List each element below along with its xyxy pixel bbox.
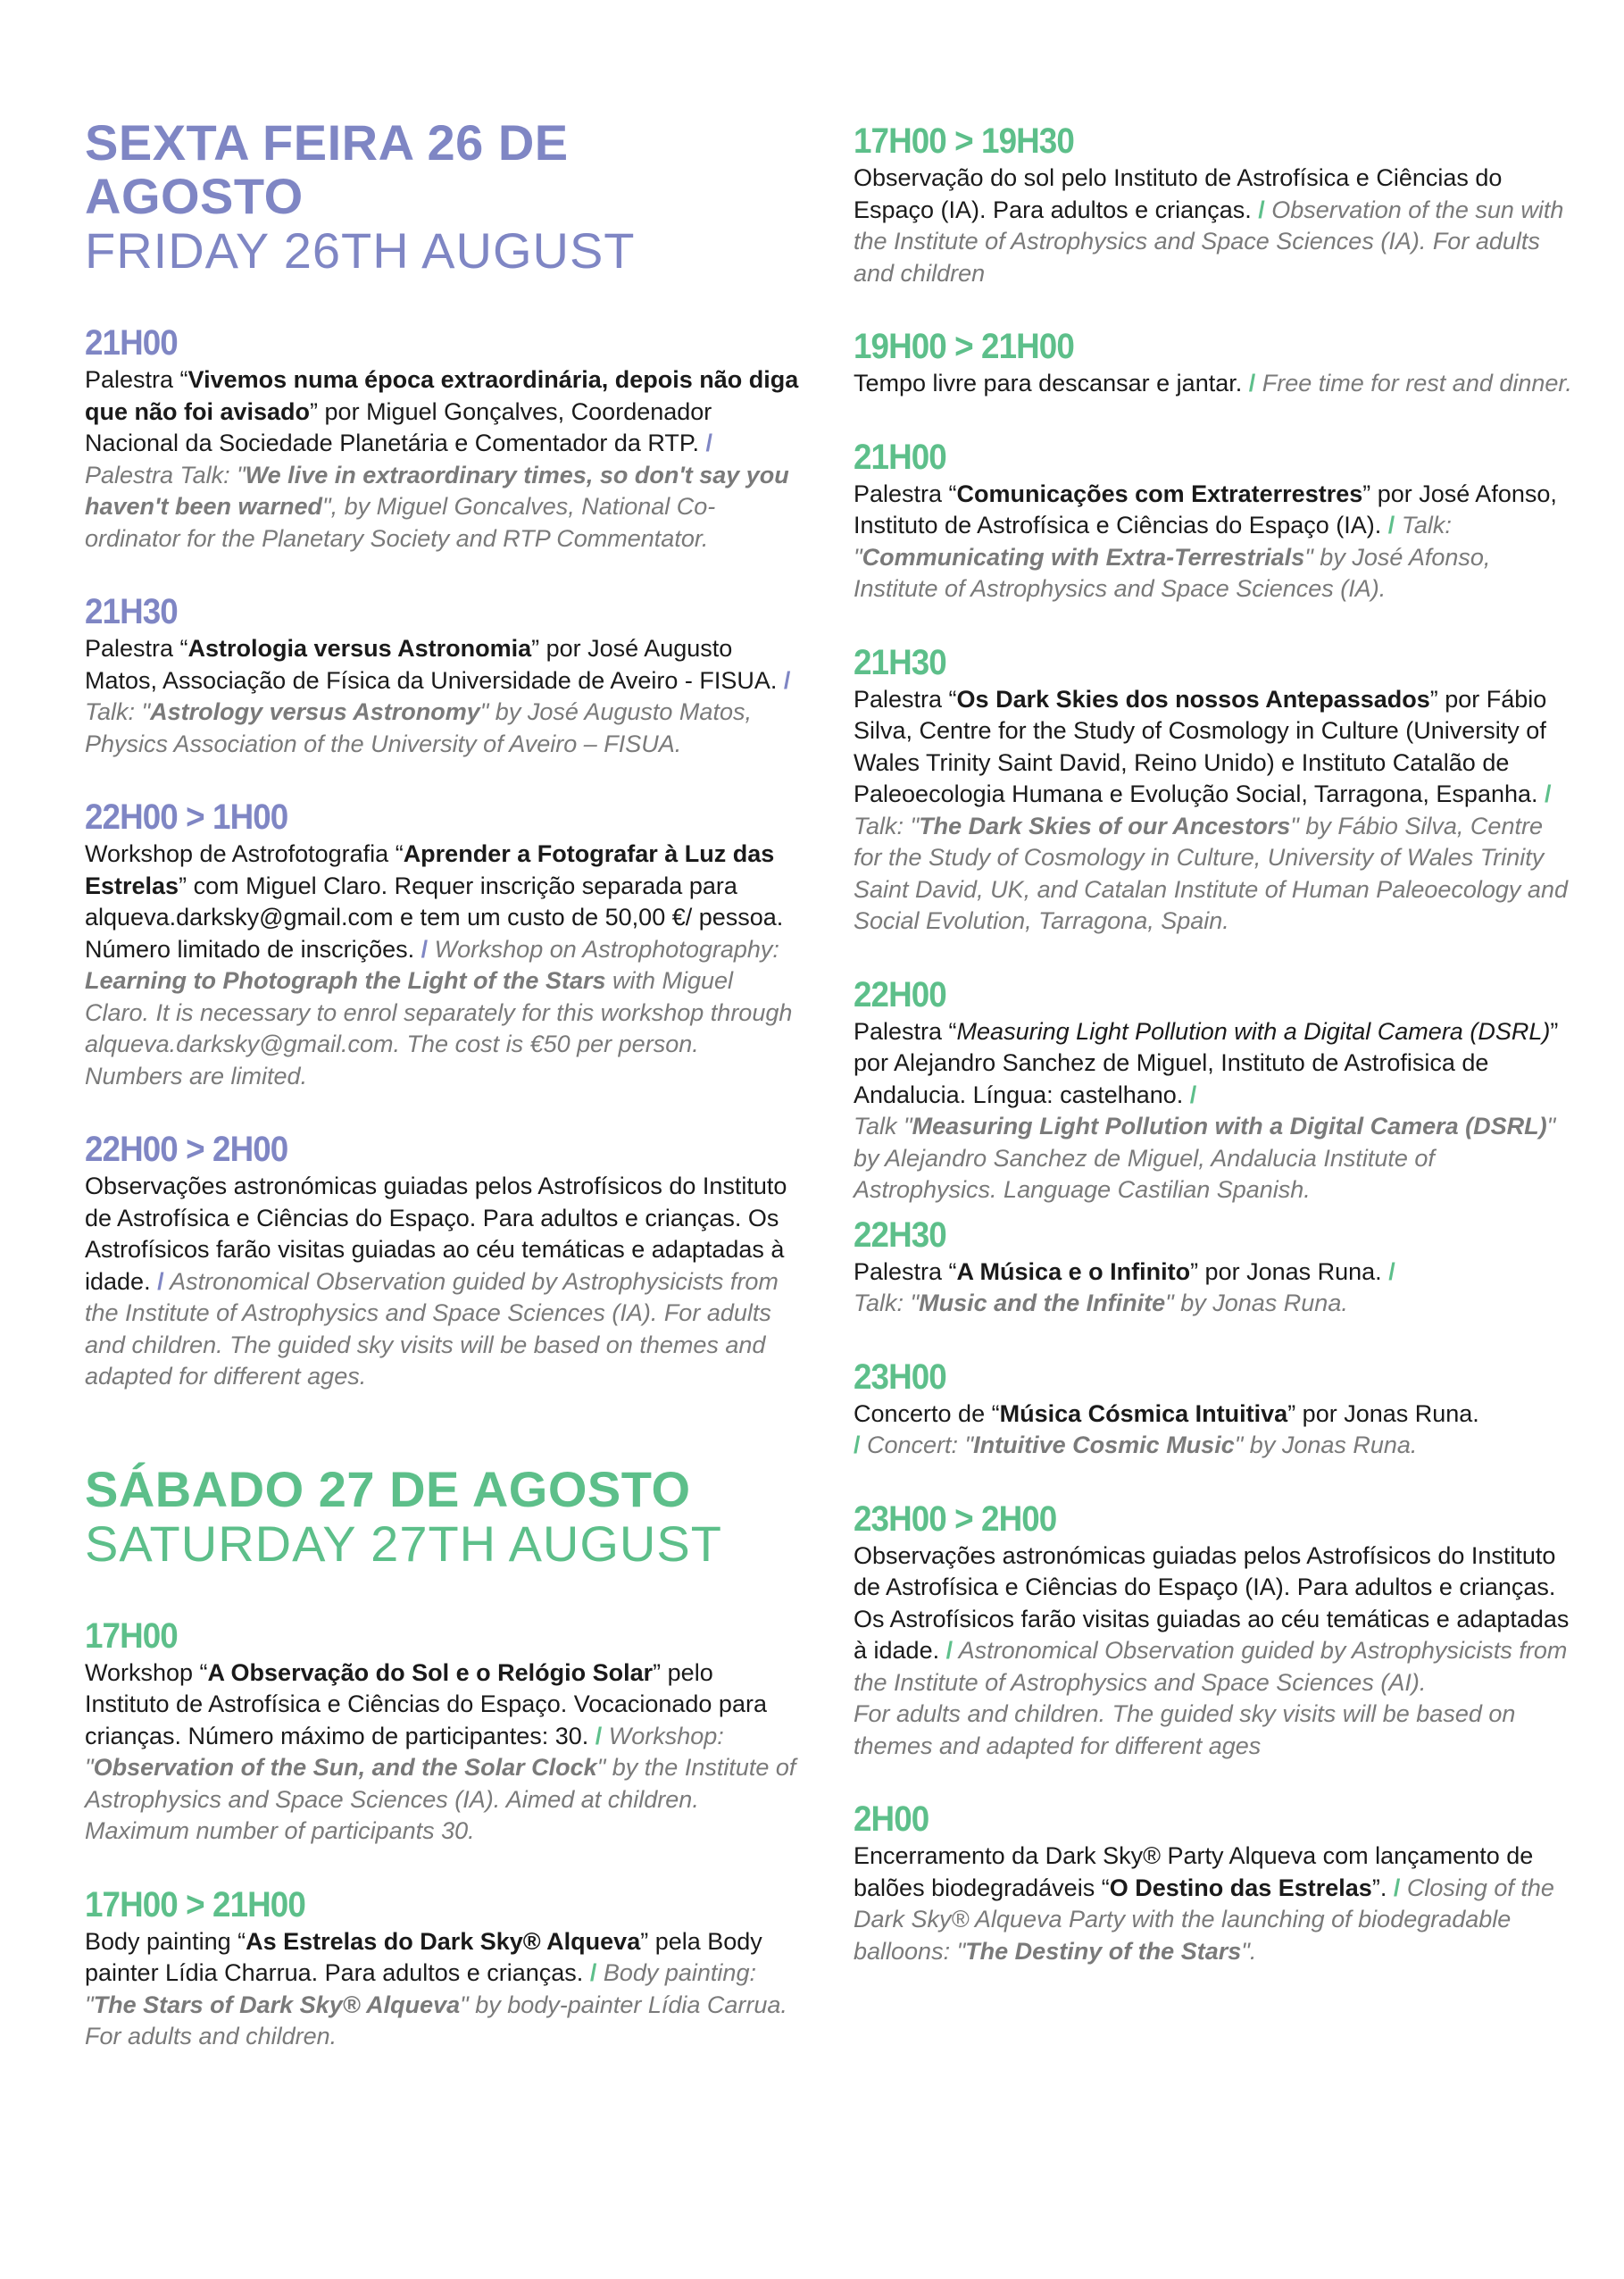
slash-separator: /	[1258, 196, 1265, 223]
event-time: 23H00 > 2H00	[854, 1498, 1057, 1539]
en-text: " by the Institute of Astrophysics and Space Sciences (IA). Aimed at children. Maximum number of participants 30.	[85, 1754, 796, 1844]
en-text: Workshop on Astrophotography:	[428, 935, 779, 963]
pt-text: Palestra “	[85, 635, 188, 662]
en-text: " by Fábio Silva, Centre for the Study of Cosmology in Culture, University of Wales Trinity Saint David, UK, and Catalan Institute of Human Paleoecology and Social Evolution, Tarragona, Spain.	[854, 812, 1568, 934]
pt-title: O Destino das Estrelas	[1109, 1874, 1372, 1901]
event-friday-2200-0100	[85, 796, 799, 1092]
pt-title: Comunicações com Extraterrestres	[956, 480, 1363, 507]
pt-text: Observações astronómicas guiadas pelos Astrofísicos do Instituto de Astrofísica e Ciências do Espaço. Para adultos e crianças. Os Astrofísicos farão visitas guiadas ao céu temáticas e adaptadas à idade.	[85, 1173, 787, 1295]
event-description	[85, 1657, 799, 1848]
en-title: The Destiny of the Stars	[965, 1937, 1242, 1965]
event-description	[85, 1171, 799, 1393]
event-time: 21H00	[854, 437, 946, 477]
pt-text: ” por Jonas Runa.	[1287, 1399, 1479, 1427]
slash-separator: /	[1387, 512, 1395, 538]
pt-text: Palestra “	[85, 366, 188, 393]
pt-text: ” por Jonas Runa.	[1190, 1257, 1389, 1285]
event-time: 22H30	[854, 1215, 946, 1255]
pt-text: Workshop de Astrofotografia “	[85, 840, 404, 867]
en-text: Body painting: "	[85, 1959, 756, 2018]
en-text: " by Jonas Runa.	[1165, 1290, 1348, 1316]
event-time: 17H00 > 19H30	[854, 121, 1074, 161]
slash-separator: /	[854, 1432, 861, 1458]
en-text: Concert: "	[860, 1432, 974, 1458]
slash-separator: /	[945, 1637, 954, 1664]
event-description	[854, 1256, 1577, 1320]
slash-separator: /	[421, 935, 429, 963]
pt-title: Astrologia versus Astronomia	[187, 635, 532, 662]
pt-title: Aprender a Fotografar à Luz das Estrelas	[85, 840, 775, 899]
slash-separator: /	[1388, 1257, 1395, 1285]
event-time: 21H30	[85, 592, 178, 631]
pt-title-italic: Measuring Light Pollution with a Digital Camera (DSRL)	[956, 1017, 1551, 1045]
event-friday-2100	[85, 321, 799, 555]
en-title: The Dark Skies of our Ancestors	[919, 812, 1291, 839]
en-title: Learning to Photograph the Light of the Stars	[85, 967, 606, 994]
pt-text: ” com Miguel Claro. Requer inscrição separada para alqueva.darksky@gmail.com e tem um custo de 50,00 €/ pessoa. Número limitado de inscrições.	[85, 872, 784, 963]
en-title: Communicating with Extra-Terrestrials	[862, 543, 1305, 571]
event-time: 22H00	[854, 974, 946, 1014]
event-time: 17H00 > 21H00	[85, 1884, 305, 1924]
day-title-pt: SEXTA FEIRA 26 DE AGOSTO	[85, 114, 569, 224]
event-saturday-0200	[854, 1798, 1577, 1967]
event-description	[854, 1841, 1577, 1967]
slash-separator: /	[1545, 781, 1552, 807]
day-heading-saturday	[85, 1460, 799, 1572]
event-description	[854, 368, 1577, 400]
en-title: Measuring Light Pollution with a Digital Camera (DSRL)	[912, 1113, 1547, 1140]
event-description	[854, 1540, 1577, 1763]
pt-text: Workshop “	[85, 1658, 208, 1686]
en-title: We live in extraordinary times, so don't say you haven't been warned	[85, 461, 789, 520]
slash-separator: /	[1248, 370, 1256, 397]
pt-text: ” pelo Instituto de Astrofísica e Ciências do Espaço. Vocacionado para crianças. Número máximo de participantes: 30.	[85, 1658, 767, 1749]
en-text: Free time for rest and dinner.	[1255, 370, 1572, 397]
en-title: Astrology versus Astronomy	[150, 698, 480, 725]
event-saturday-1700	[85, 1615, 799, 1848]
en-text: Talk: "	[854, 812, 920, 839]
event-saturday-2300-0200	[854, 1498, 1577, 1763]
slash-separator: /	[1393, 1874, 1401, 1901]
en-text: Observation of the sun with the Institute of Astrophysics and Space Sciences (IA). For adults and children	[854, 196, 1564, 287]
event-time: 2H00	[854, 1799, 929, 1839]
event-description	[854, 479, 1577, 605]
pt-text: ” pela Body painter Lídia Charrua. Para adultos e crianças.	[85, 1927, 762, 1986]
slash-separator: /	[157, 1267, 164, 1295]
slash-separator: /	[595, 1722, 603, 1749]
en-title: Intuitive Cosmic Music	[973, 1432, 1235, 1458]
event-friday-2200-0200	[85, 1128, 799, 1393]
event-saturday-1900-2100	[854, 325, 1577, 400]
pt-text: ” por Alejandro Sanchez de Miguel, Instituto de Astrofisica de Andalucia. Língua: castelhano.	[854, 1017, 1559, 1108]
pt-text: Palestra “	[854, 1017, 957, 1045]
pt-title: As Estrelas do Dark Sky® Alqueva	[246, 1927, 641, 1955]
pt-text: Body painting “	[85, 1927, 246, 1955]
en-text: Talk: "	[854, 1290, 920, 1316]
pt-text: Palestra “	[854, 1257, 957, 1285]
event-description	[854, 163, 1577, 289]
en-text: " by Jonas Runa.	[1234, 1432, 1418, 1458]
pt-text: ” por José Afonso, Instituto de Astrofísica e Ciências do Espaço (IA).	[854, 480, 1557, 538]
event-time: 21H30	[854, 642, 946, 682]
event-description	[85, 1926, 799, 2053]
day-heading-friday	[85, 116, 799, 279]
event-description	[85, 364, 799, 555]
event-saturday-2200	[854, 973, 1577, 1206]
pt-title: Os Dark Skies dos nossos Antepassados	[956, 685, 1430, 713]
en-text: Talk: "	[85, 698, 151, 725]
pt-text: Palestra “	[854, 480, 957, 507]
event-saturday-1700-2100	[85, 1883, 799, 2053]
event-time: 17H00	[85, 1615, 178, 1656]
en-text: Astronomical Observation guided by Astrophysicists from the Institute of Astrophysics and Space Sciences (IA). For adults and children. The guided sky visits will be based on themes and adapted for different ages.	[85, 1267, 779, 1390]
event-description	[85, 633, 799, 760]
pt-text: Observações astronómicas guiadas pelos Astrofísicos do Instituto de Astrofísica e Ciências do Espaço (IA). Para adultos e crianças. Os Astrofísicos farão visitas guiadas ao céu temáticas e adaptadas à idade.	[854, 1541, 1570, 1664]
event-saturday-2130	[854, 641, 1577, 938]
pt-text: Encerramento da Dark Sky® Party Alqueva com lançamento de balões biodegradáveis “	[854, 1842, 1534, 1901]
en-text: ", by Miguel Goncalves, National Co-ordinator for the Planetary Society and RTP Commentator.	[85, 493, 716, 552]
en-text: " by Alejandro Sanchez de Miguel, Andalucia Institute of Astrophysics. Language Castilian Spanish.	[854, 1113, 1556, 1203]
event-description	[854, 1016, 1577, 1206]
right-column	[854, 0, 1577, 1967]
slash-separator: /	[1189, 1081, 1197, 1108]
event-saturday-2100	[854, 436, 1577, 605]
en-text: " by body-painter Lídia Carrua. For adults and children.	[85, 1991, 787, 2049]
pt-text: Observação do sol pelo Instituto de Astrofísica e Ciências do Espaço (IA). Para adultos e crianças.	[854, 164, 1503, 223]
event-description	[854, 684, 1577, 938]
pt-text: ” por Miguel Gonçalves, Coordenador Nacional da Sociedade Planetária e Comentador da RTP.	[85, 397, 712, 456]
en-text: ".	[1241, 1937, 1257, 1965]
event-saturday-2230	[854, 1214, 1577, 1320]
event-time: 22H00 > 1H00	[85, 797, 288, 837]
left-column	[85, 0, 799, 2053]
pt-title: A Música e o Infinito	[956, 1257, 1191, 1285]
en-text: with Miguel Claro. It is necessary to enrol separately for this workshop through alqueva.darksky@gmail.com. The cost is €50 per person. Numbers are limited.	[85, 967, 793, 1089]
event-saturday-2300	[854, 1356, 1577, 1462]
en-text: Workshop: "	[85, 1722, 724, 1781]
en-title: Music and the Infinite	[919, 1290, 1166, 1316]
en-text: Palestra Talk: "	[85, 461, 246, 488]
pt-text: Tempo livre para descansar e jantar.	[854, 370, 1249, 397]
day-title-en: FRIDAY 26TH AUGUST	[85, 222, 636, 279]
day-title-pt: SÁBADO 27 DE AGOSTO	[85, 1460, 691, 1517]
event-time: 19H00 > 21H00	[854, 327, 1074, 366]
event-time: 23H00	[854, 1357, 946, 1397]
slash-separator: /	[705, 430, 712, 456]
day-title-en: SATURDAY 27TH AUGUST	[85, 1515, 722, 1572]
pt-text: Concerto de “	[854, 1399, 1000, 1427]
event-time: 21H00	[85, 323, 178, 363]
en-text: For adults and children. The guided sky visits will be based on themes and adapted for different ages	[854, 1700, 1516, 1759]
event-saturday-1700-1930	[854, 120, 1577, 289]
pt-title: A Observação do Sol e o Relógio Solar	[207, 1658, 654, 1686]
en-text: Closing of the Dark Sky® Alqueva Party with the launching of biodegradable balloons: "	[854, 1874, 1554, 1965]
en-text: Talk "	[854, 1113, 912, 1140]
pt-title: Música Cósmica Intuitiva	[999, 1399, 1288, 1427]
pt-text: Palestra “	[854, 685, 957, 713]
event-description	[854, 1398, 1577, 1462]
event-description	[85, 839, 799, 1092]
slash-separator: /	[589, 1959, 597, 1986]
en-text: Astronomical Observation guided by Astrophysicists from the Institute of Astrophysics and Space Sciences (AI).	[854, 1637, 1568, 1696]
pt-text: ” por Fábio Silva, Centre for the Study of Cosmology in Culture (University of Wales Trinity Saint David, Reino Unido) e Instituto Catalão de Paleoecologia Humana e Evolução Social, Tarragona, Espanha.	[854, 685, 1547, 807]
event-friday-2130	[85, 590, 799, 760]
en-text: " by José Augusto Matos, Physics Association of the University of Aveiro – FISUA.	[85, 698, 752, 757]
en-title: The Stars of Dark Sky® Alqueva	[93, 1991, 461, 2018]
pt-text: ”.	[1371, 1874, 1394, 1901]
en-text: " by José Afonso, Institute of Astrophysics and Space Sciences (IA).	[854, 543, 1491, 602]
pt-text: ” por José Augusto Matos, Associação de Física da Universidade de Aveiro - FISUA.	[85, 635, 784, 694]
pt-title: Vivemos numa época extraordinária, depois não diga que não foi avisado	[85, 366, 799, 425]
en-text: Talk: "	[854, 512, 1452, 571]
event-time: 22H00 > 2H00	[85, 1130, 288, 1169]
slash-separator: /	[783, 666, 791, 694]
en-title: Observation of the Sun, and the Solar Clock	[93, 1754, 597, 1781]
